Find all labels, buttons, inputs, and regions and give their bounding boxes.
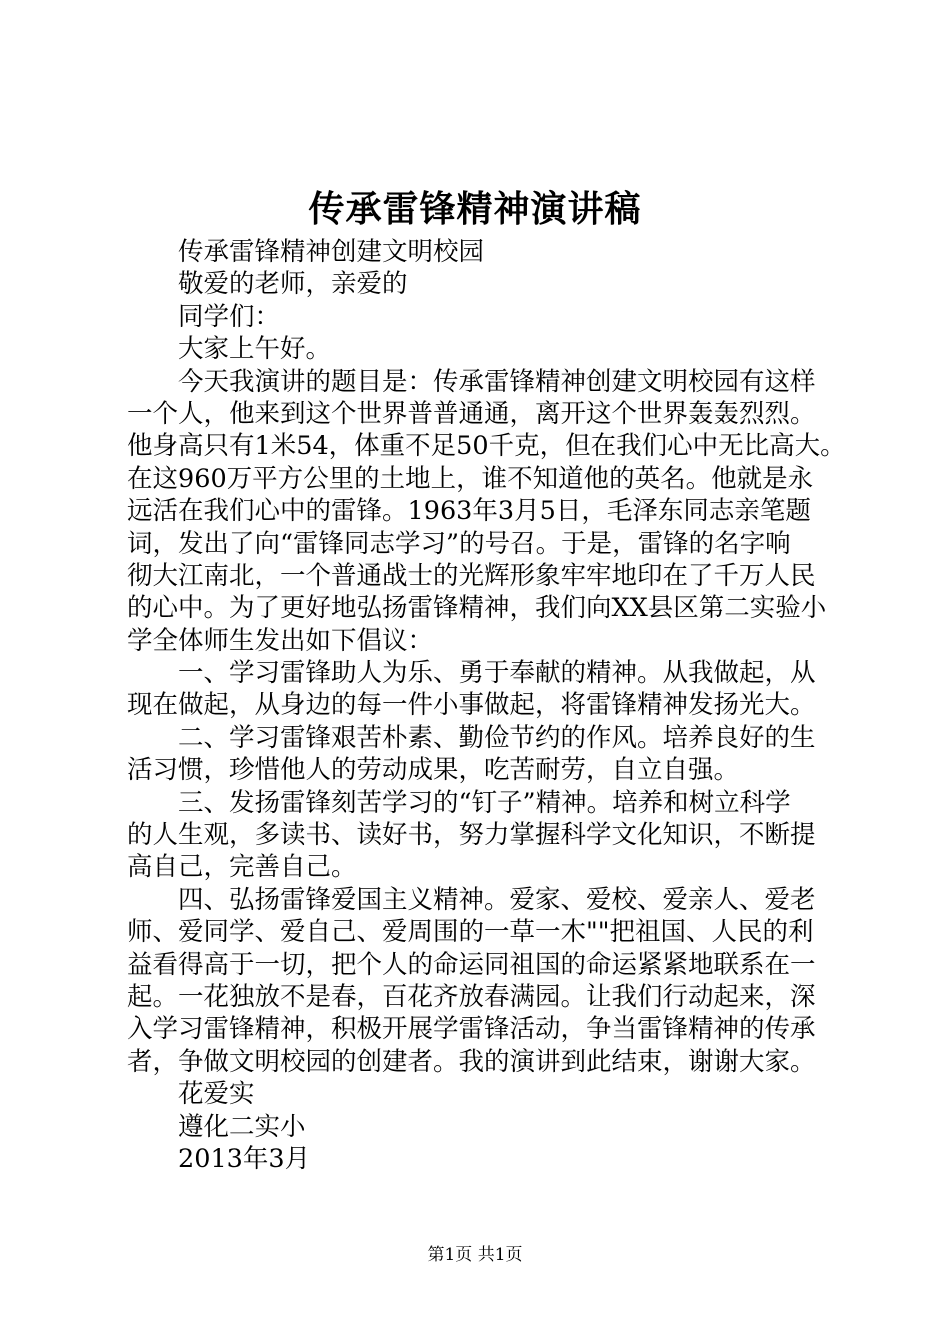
paragraph-line: 的心中。为了更好地弘扬雷锋精神，我们向XX县区第二实验小	[127, 593, 827, 624]
paragraph-line: 一个人，他来到这个世界普普通通，离开这个世界轰轰烈烈。	[127, 398, 816, 429]
proposal-line: 师、爱同学、爱自己、爱周围的一草一木""把祖国、人民的利	[127, 917, 814, 948]
paragraph-line: 词，发出了向“雷锋同志学习”的号召。于是，雷锋的名字响	[127, 528, 791, 559]
proposal-line: 的人生观，多读书、读好书，努力掌握科学文化知识，不断提	[127, 820, 816, 851]
page-number: 第1页 共1页	[427, 1245, 523, 1265]
proposal-line: 三、发扬雷锋刻苦学习的“钉子”精神。培养和树立科学	[178, 787, 791, 818]
greeting-line: 同学们：	[178, 301, 281, 332]
proposal-line: 者，争做文明校园的创建者。我的演讲到此结束，谢谢大家。	[127, 1046, 816, 1077]
proposal-line: 二、学习雷锋艰苦朴素、勤俭节约的作风。培养良好的生	[178, 722, 816, 753]
proposal-line: 高自己，完善自己。	[127, 852, 357, 883]
paragraph-line: 在这960万平方公里的土地上，谁不知道他的英名。他就是永	[127, 463, 814, 494]
proposal-line: 益看得高于一切，把个人的命运同祖国的命运紧紧地联系在一	[127, 949, 816, 980]
greeting-line: 敬爱的老师，亲爱的	[178, 269, 408, 300]
paragraph-line: 他身高只有1米54，体重不足50千克，但在我们心中无比高大。	[127, 431, 846, 462]
document-title: 传承雷锋精神演讲稿	[308, 188, 642, 230]
signature-school: 遵化二实小	[178, 1111, 306, 1142]
proposal-line: 一、学习雷锋助人为乐、勇于奉献的精神。从我做起，从	[178, 658, 816, 689]
paragraph-line: 彻大江南北，一个普通战士的光辉形象牢牢地印在了千万人民	[127, 560, 816, 591]
signature-name: 花爱实	[178, 1079, 255, 1110]
greeting-line: 大家上午好。	[178, 334, 332, 365]
proposal-line: 起。一花独放不是春，百花齐放春满园。让我们行动起来，深	[127, 981, 816, 1012]
paragraph-line: 学全体师生发出如下倡议：	[127, 625, 434, 656]
signature-date: 2013年3月	[178, 1143, 311, 1174]
document-body	[127, 236, 846, 1175]
paragraph-line: 远活在我们心中的雷锋。1963年3月5日，毛泽东同志亲笔题	[127, 496, 811, 527]
proposal-line: 四、弘扬雷锋爱国主义精神。爱家、爱校、爱亲人、爱老	[178, 884, 816, 915]
subtitle-line: 传承雷锋精神创建文明校园	[178, 237, 485, 267]
proposal-line: 入学习雷锋精神，积极开展学雷锋活动，争当雷锋精神的传承	[127, 1014, 816, 1045]
paragraph-line: 今天我演讲的题目是：传承雷锋精神创建文明校园有这样	[178, 366, 816, 397]
proposal-line: 现在做起，从身边的每一件小事做起，将雷锋精神发扬光大。	[127, 690, 816, 721]
proposal-line: 活习惯，珍惜他人的劳动成果，吃苦耐劳，自立自强。	[127, 755, 740, 786]
